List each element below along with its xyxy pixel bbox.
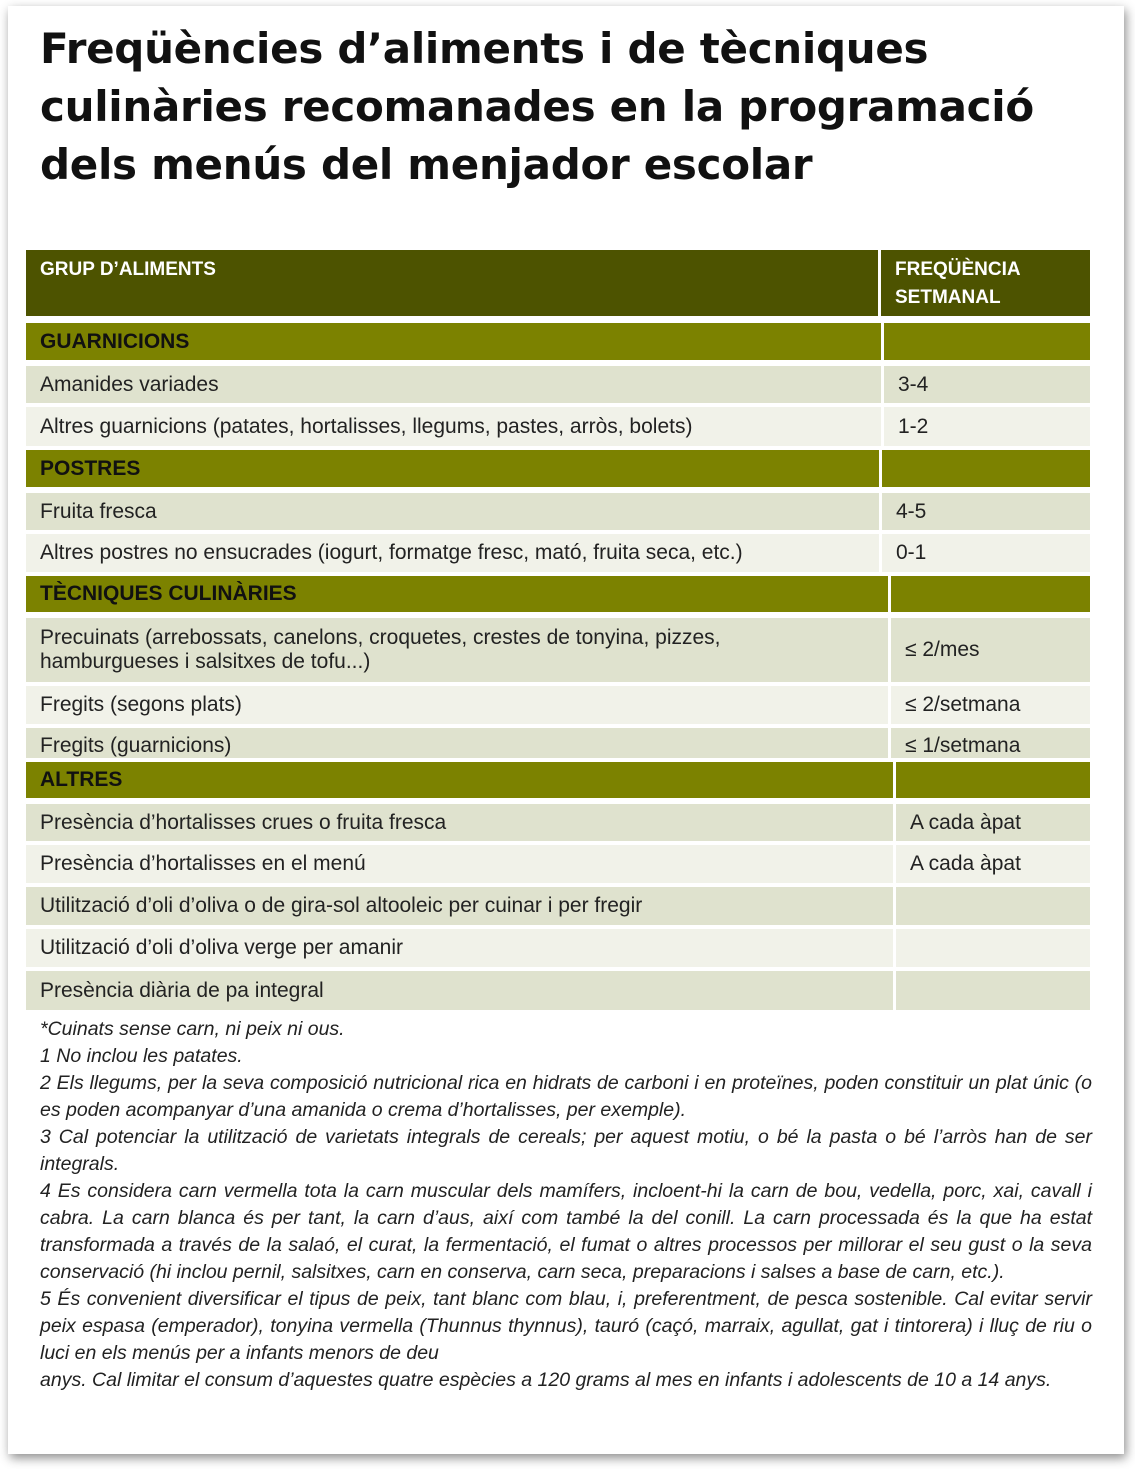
section-title: ALTRES — [26, 762, 893, 798]
food-group-cell: Fruita fresca — [26, 493, 879, 530]
frequency-cell: A cada àpat — [896, 845, 1090, 883]
frequency-cell: A cada àpat — [896, 804, 1090, 841]
footnote: *Cuinats sense carn, ni peix ni ous. — [40, 1018, 345, 1040]
frequency-cell: 0-1 — [882, 534, 1090, 572]
page-title: Freqüències d’aliments i de tècniques culinàries recomanades en la programació dels menús del menjador escolar — [40, 24, 1034, 189]
frequency-cell — [896, 929, 1090, 967]
section-empty-cell — [884, 323, 1090, 360]
food-group-cell: Utilització d’oli d’oliva o de gira-sol altooleic per cuinar i per fregir — [26, 887, 893, 925]
footnote: 1 No inclou les patates. — [40, 1045, 243, 1067]
food-group-cell: Fregits (segons plats) — [26, 686, 888, 724]
section-title: POSTRES — [26, 450, 879, 487]
header-food-group: GRUP D’ALIMENTS — [26, 250, 878, 316]
header-frequency — [881, 250, 1090, 316]
table-row — [26, 845, 1090, 883]
table-row — [26, 534, 1090, 572]
section-title: GUARNICIONS — [26, 323, 881, 360]
document-page — [8, 6, 1124, 1454]
frequency-cell: ≤ 2/setmana — [891, 686, 1090, 724]
table-row — [26, 493, 1090, 530]
food-group-cell: Altres guarnicions (patates, hortalisses, llegums, pastes, arròs, bolets) — [26, 407, 881, 446]
food-group-cell: Presència diària de pa integral — [26, 971, 893, 1010]
header-frequency-line2: SETMANAL — [895, 287, 1001, 308]
table-row — [26, 804, 1090, 841]
section-empty-cell — [882, 450, 1090, 487]
frequency-cell: 4-5 — [882, 493, 1090, 530]
footnote: 4 Es considera carn vermella tota la carn muscular dels mamífers, incloent-hi la carn de bou, vedella, porc, xai, cavall i cabra. La carn blanca és per tant, la carn d’aus, així com també la del conill. La carn processada és la que ha estat transformada a través de la salaó, el curat, la fermentació, el fumat o altres processos per millorar el seu gust o la seva conservació (hi inclou pernil, salsitxes, carn en conserva, carn seca, preparacions i salses a base de carn, etc.). — [40, 1180, 1092, 1283]
footnote: anys. Cal limitar el consum d’aquestes quatre espècies a 120 grams al mes en infants i adolescents de 10 a 14 anys. — [40, 1369, 1052, 1391]
header-frequency-line1: FREQÜÈNCIA — [895, 259, 1021, 280]
section-row-altres — [26, 762, 1090, 798]
frequency-cell — [896, 971, 1090, 1010]
food-group-cell: Altres postres no ensucrades (iogurt, formatge fresc, mató, fruita seca, etc.) — [26, 534, 879, 572]
section-empty-cell — [891, 576, 1090, 612]
table-row — [26, 618, 1090, 682]
section-row-postres — [26, 450, 1090, 487]
food-group-cell: Utilització d’oli d’oliva verge per amanir — [26, 929, 893, 967]
table-row — [26, 366, 1090, 403]
footnote: 3 Cal potenciar la utilització de varietats integrals de cereals; per aquest motiu, o bé la pasta o bé l’arròs han de ser integrals. — [40, 1126, 1092, 1175]
food-group-cell: Presència d’hortalisses crues o fruita fresca — [26, 804, 893, 841]
table-row — [26, 686, 1090, 724]
footnote: 5 És convenient diversificar el tipus de peix, tant blanc com blau, i, preferentment, de pesca sostenible. Cal evitar servir peix espasa (emperador), tonyina vermella (Thunnus thynnus), tauró (caçó, marraix, agullat, gat i tintorera) i lluç de riu o luci en els menús per a infants menors de deu — [40, 1288, 1092, 1364]
frequency-cell: 1-2 — [884, 407, 1090, 446]
table-row — [26, 971, 1090, 1010]
table-row — [26, 407, 1090, 446]
frequency-cell: ≤ 1/setmana — [891, 728, 1090, 758]
table-row — [26, 887, 1090, 925]
food-group-cell: Precuinats (arrebossats, canelons, croquetes, crestes de tonyina, pizzes, hamburgueses i salsitxes de tofu...) — [26, 618, 888, 682]
food-group-cell: Presència d’hortalisses en el menú — [26, 845, 893, 883]
table-header-row — [26, 250, 1090, 316]
footnotes — [40, 1016, 1092, 1394]
section-title: TÈCNIQUES CULINÀRIES — [26, 576, 888, 612]
section-empty-cell — [896, 762, 1090, 798]
section-row-tecniques-culinaries — [26, 576, 1090, 612]
table-row — [26, 728, 1090, 758]
table-row — [26, 929, 1090, 967]
food-group-cell: Amanides variades — [26, 366, 881, 403]
frequency-cell: 3-4 — [884, 366, 1090, 403]
frequency-cell — [896, 887, 1090, 925]
section-row-guarnicions — [26, 323, 1090, 360]
footnote: 2 Els llegums, per la seva composició nutricional rica en hidrats de carboni i en proteïnes, poden constituir un plat únic (o es poden acompanyar d’una amanida o crema d’hortalisses, per exemple). — [40, 1072, 1092, 1121]
food-group-cell: Fregits (guarnicions) — [26, 728, 888, 758]
frequency-cell: ≤ 2/mes — [891, 618, 1090, 682]
